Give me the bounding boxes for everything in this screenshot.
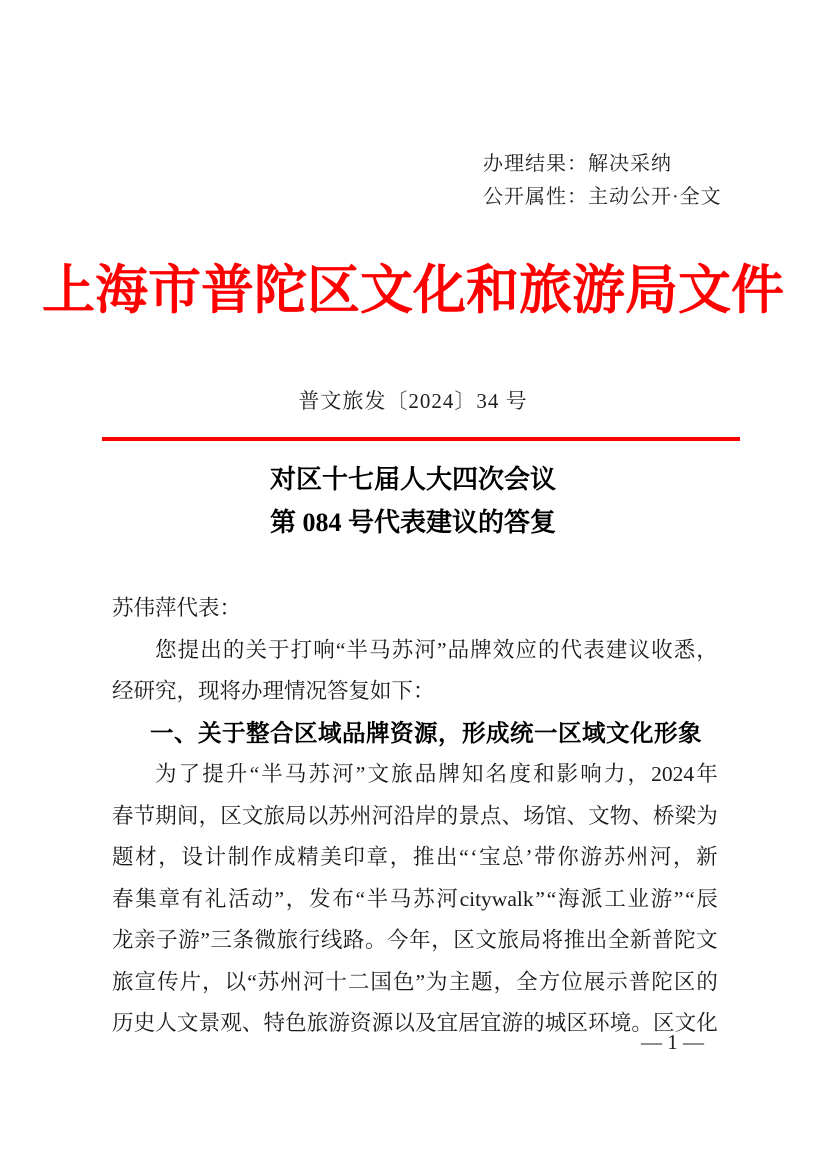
agency-masthead-title: 上海市普陀区文化和旅游局文件 xyxy=(42,262,784,320)
document-number: 普文旅发〔2024〕34 号 xyxy=(298,389,528,413)
body-line: 历 史 人 文 景 观 、 特 色 旅 游 资 源 以 及 宜 居 宜 游 的 城 区 环 境 。 区 文 化 xyxy=(112,1011,718,1035)
body-line: 春 节 期 间 ， 区 文 旅 局 以 苏 州 河 沿 岸 的 景 点 、 场 馆 、 文 物 、 桥 梁 为 xyxy=(112,803,718,828)
document-body xyxy=(112,588,718,1045)
body-line: 经研究，现将办理情况答复如下： xyxy=(112,679,435,703)
body-line: 旅 宣 传 片 ， 以 “ 苏 州 河 十 二 国 色 ” 为 主 题 ， 全 方 位 展 示 普 陀 区 的 xyxy=(112,969,718,994)
body-line: 题 材 ， 设 计 制 作 成 精 美 印 章 ， 推 出 “ ‘ 宝 总 ’ 带 你 游 苏 州 河 ， 新 xyxy=(112,845,718,869)
red-divider-line xyxy=(102,437,740,441)
body-line: 春 集 章 有 礼 活 动 ” ， 发 布 “ 半 马 苏 河 citywalk ” “ 海 派 工 业 游 ” “ 辰 xyxy=(112,886,718,911)
meta-publicity-line: 公开属性：主动公开·全文 xyxy=(483,186,722,208)
subject-line-1: 对区十七届人大四次会议 xyxy=(269,465,556,494)
meta-result-line: 办理结果：解决采纳 xyxy=(483,153,672,175)
body-line: 苏伟萍代表： xyxy=(112,596,242,620)
subject-line-2: 第 084 号代表建议的答复 xyxy=(269,508,556,537)
body-line: 龙 亲 子 游 ” 三 条 微 旅 行 线 路 。 今 年 ， 区 文 旅 局 将 推 出 全 新 普 陀 文 xyxy=(112,928,718,952)
meta-block xyxy=(483,148,722,214)
body-line: 为 了 提 升 “ 半 马 苏 河 ” 文 旅 品 牌 知 名 度 和 影 响 力 ， 2024 年 xyxy=(155,762,718,786)
body-line: 您 提 出 的 关 于 打 响 “ 半 马 苏 河 ” 品 牌 效 应 的 代 表 建 议 收 悉 ， xyxy=(155,637,718,662)
subject-title xyxy=(0,458,826,544)
body-heading-line: 一、关于整合区域品牌资源，形成统一区域文化形象 xyxy=(150,719,702,746)
page-number: — 1 — xyxy=(641,1030,704,1054)
